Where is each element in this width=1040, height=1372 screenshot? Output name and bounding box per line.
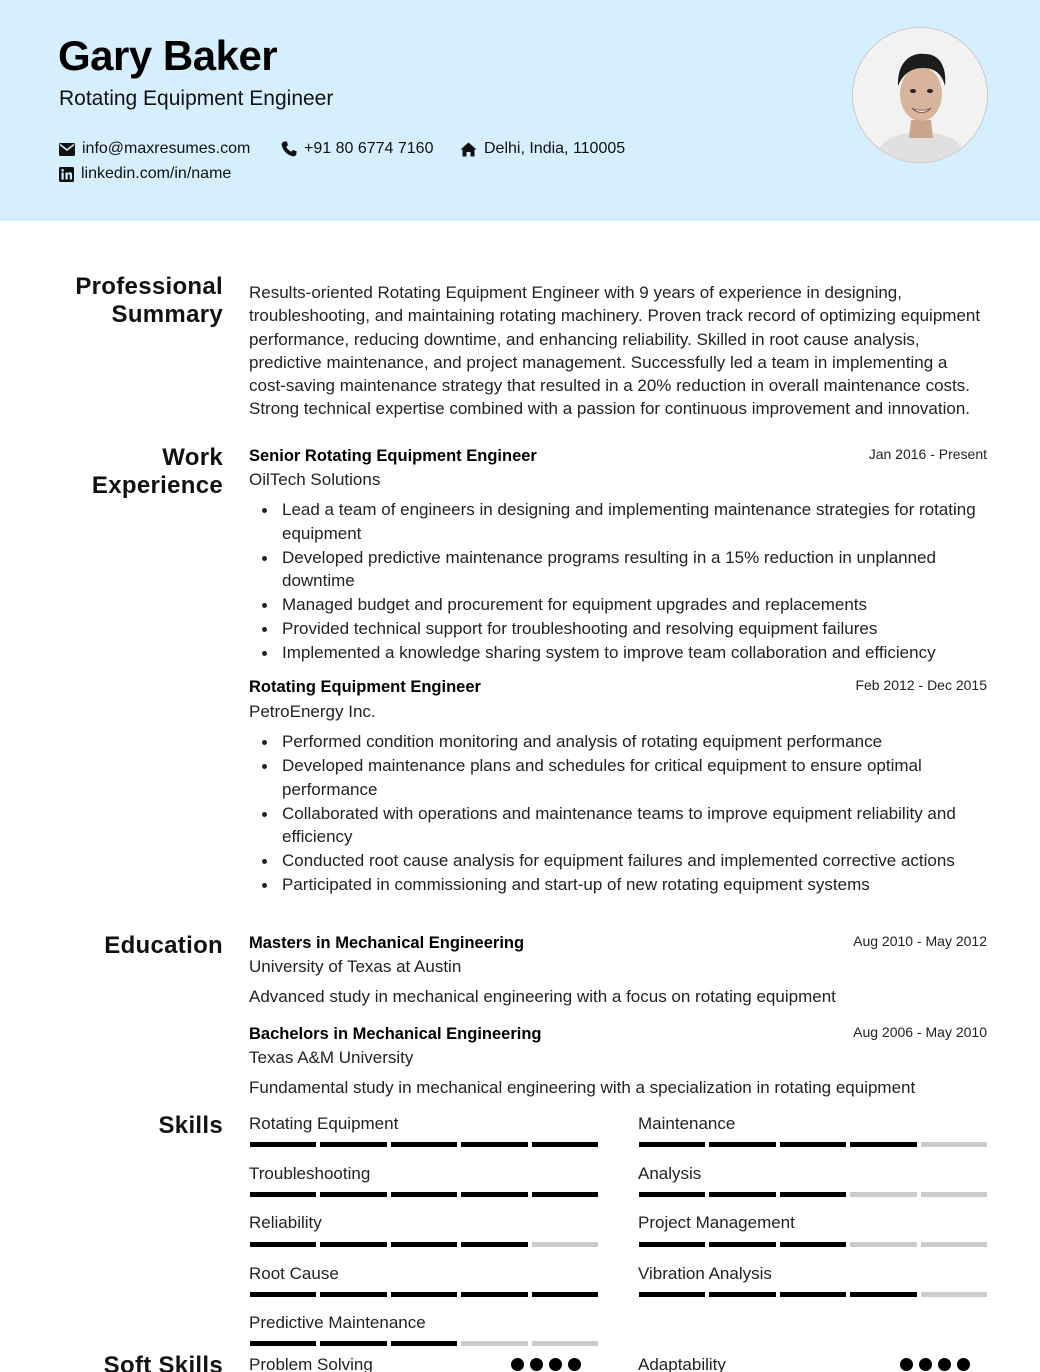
location-text: Delhi, India, 110005 [484,140,626,157]
job-bullets [282,498,987,665]
skill-level-segment [780,1142,846,1147]
resume-header [0,0,1040,221]
skill-level-segment [461,1142,527,1147]
skill-name: Rotating Equipment [249,1114,399,1133]
candidate-name: Gary Baker [58,32,278,79]
linkedin-text: linkedin.com/in/name [81,165,232,182]
skill-level-segment [780,1192,846,1197]
job-date: Feb 2012 - Dec 2015 [855,677,987,693]
skill-level-segment [780,1242,846,1247]
skill-name: Analysis [638,1164,702,1183]
section-title-skills: Skills [158,1112,223,1139]
rating-dot [957,1358,970,1371]
skill-level-segment [391,1292,457,1297]
section-title-experience: Work Experience [91,444,223,499]
rating-dot [568,1358,581,1371]
contact-phone[interactable] [281,140,433,158]
job-company: OilTech Solutions [249,470,381,489]
degree-date: Aug 2006 - May 2010 [853,1024,987,1040]
skill-name: Troubleshooting [249,1164,371,1183]
skill-level-segment [921,1242,987,1247]
skill-level-segment [921,1192,987,1197]
soft-skill-rating [511,1358,581,1371]
skill-level-segment [532,1341,598,1346]
skill-level-segment [850,1242,916,1247]
skill-level-segment [639,1192,705,1197]
skill-level-segment [320,1341,386,1346]
skill-level-segment [391,1242,457,1247]
skill-level-bar [639,1292,987,1297]
skill-level-bar [250,1142,598,1147]
skill-level-segment [391,1142,457,1147]
skill-level-bar [250,1192,598,1197]
phone-text: +91 80 6774 7160 [304,140,434,157]
skill-level-segment [461,1242,527,1247]
degree-description: Fundamental study in mechanical engineering with a specialization in rotating equipment [249,1078,916,1097]
skill-level-segment [850,1192,916,1197]
contact-location [460,140,625,158]
skill-name: Reliability [249,1213,322,1232]
avatar-illustration [853,28,988,163]
skill-name: Predictive Maintenance [249,1313,426,1332]
list-item: Participated in commissioning and start-up of new rotating equipment systems [282,873,987,897]
rating-dot [511,1358,524,1371]
skill-level-bar [250,1292,598,1297]
skill-level-segment [921,1142,987,1147]
skill-level-segment [320,1242,386,1247]
rating-dot [938,1358,951,1371]
rating-dot [549,1358,562,1371]
skill-level-segment [320,1142,386,1147]
contact-email[interactable] [59,140,250,158]
job-bullets [282,730,987,897]
skill-level-segment [250,1292,316,1297]
job-title: Senior Rotating Equipment Engineer [249,447,537,465]
contact-linkedin[interactable] [59,165,231,183]
soft-skill-name: Adaptability [638,1355,726,1372]
skill-level-segment [532,1192,598,1197]
skill-level-bar [639,1242,987,1247]
linkedin-icon [59,167,74,182]
job-date: Jan 2016 - Present [868,446,987,462]
rating-dot [530,1358,543,1371]
section-title-summary: Professional Summary [75,273,223,328]
skill-level-segment [850,1292,916,1297]
skill-level-segment [461,1341,527,1346]
email-text: info@maxresumes.com [82,140,251,157]
skill-level-segment [461,1192,527,1197]
degree-description: Advanced study in mechanical engineering with a focus on rotating equipment [249,987,836,1006]
skill-level-bar [639,1142,987,1147]
skill-level-segment [391,1192,457,1197]
list-item: Developed predictive maintenance programs resulting in a 15% reduction in unplanned downtime [282,546,987,593]
skill-level-segment [250,1341,316,1346]
list-item: Provided technical support for troubleshooting and resolving equipment failures [282,617,987,641]
soft-skill-name: Problem Solving [249,1355,373,1372]
skill-level-segment [639,1142,705,1147]
list-item: Conducted root cause analysis for equipment failures and implemented corrective actions [282,849,987,873]
list-item: Managed budget and procurement for equipment upgrades and replacements [282,593,987,617]
skill-level-segment [780,1292,846,1297]
rating-dot [900,1358,913,1371]
skill-level-segment [391,1341,457,1346]
skill-level-segment [850,1142,916,1147]
skill-name: Project Management [638,1213,795,1232]
phone-icon [281,141,297,157]
skill-level-bar [639,1192,987,1197]
skill-level-bar [250,1242,598,1247]
skill-level-segment [709,1192,775,1197]
skill-level-segment [532,1242,598,1247]
skill-name: Root Cause [249,1264,339,1283]
job-company: PetroEnergy Inc. [249,702,376,721]
degree-title: Masters in Mechanical Engineering [249,934,525,952]
list-item: Developed maintenance plans and schedules for critical equipment to ensure optimal performance [282,754,987,801]
skill-level-segment [461,1292,527,1297]
rating-dot [919,1358,932,1371]
section-title-soft-skills: Soft Skills [103,1352,223,1372]
soft-skill-rating [900,1358,970,1371]
degree-title: Bachelors in Mechanical Engineering [249,1025,542,1043]
list-item: Implemented a knowledge sharing system to improve team collaboration and efficiency [282,641,987,665]
degree-date: Aug 2010 - May 2012 [853,933,987,949]
section-title-education: Education [104,932,223,959]
skill-level-segment [250,1142,316,1147]
home-icon [460,142,477,157]
skill-level-segment [320,1292,386,1297]
skill-level-segment [709,1292,775,1297]
school-name: Texas A&M University [249,1048,414,1067]
list-item: Lead a team of engineers in designing and implementing maintenance strategies for rotating equipment [282,498,987,545]
skill-level-segment [709,1142,775,1147]
list-item: Collaborated with operations and maintenance teams to improve equipment reliability and efficiency [282,802,987,849]
skill-level-segment [250,1242,316,1247]
summary-text: Results-oriented Rotating Equipment Engineer with 9 years of experience in designing, troubleshooting, and maintaining rotating machinery. Proven track record of optimizing equipment performance, reducing downtime, and enhancing reliability. Skilled in root cause analysis, predictive maintenance, and project management. Successfully led a team in implementing a cost-saving maintenance strategy that resulted in a 20% reduction in overall maintenance costs. Strong technical expertise combined with a passion for continuous improvement and innovation. [249,283,981,419]
skill-level-segment [639,1292,705,1297]
skill-name: Vibration Analysis [638,1264,772,1283]
skill-level-segment [639,1242,705,1247]
profile-photo [852,27,988,163]
candidate-role: Rotating Equipment Engineer [59,87,334,110]
school-name: University of Texas at Austin [249,957,462,976]
skill-name: Maintenance [638,1114,736,1133]
skill-level-segment [532,1142,598,1147]
skill-level-segment [532,1292,598,1297]
skill-level-segment [250,1192,316,1197]
skill-level-segment [921,1292,987,1297]
skill-level-segment [320,1192,386,1197]
skill-level-bar [250,1341,598,1346]
skill-level-segment [709,1242,775,1247]
envelope-icon [59,143,75,156]
job-title: Rotating Equipment Engineer [249,678,481,696]
list-item: Performed condition monitoring and analysis of rotating equipment performance [282,730,987,754]
